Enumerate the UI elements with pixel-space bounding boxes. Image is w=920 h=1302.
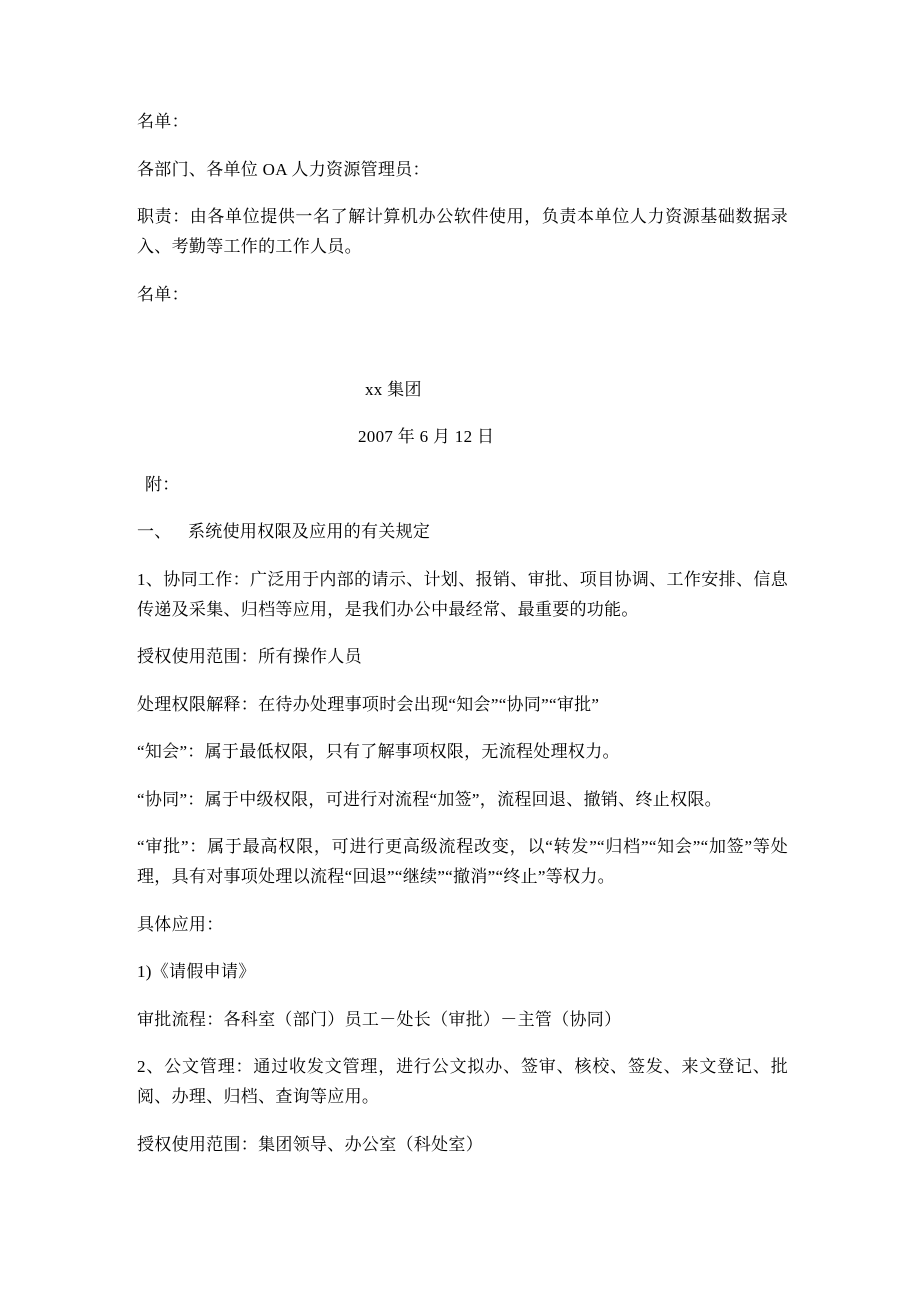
- section-title: 系统使用权限及应用的有关规定: [188, 522, 431, 541]
- permission-explain-line: 处理权限解释：在待办处理事项时会出现“知会”“协同”“审批”: [137, 694, 600, 714]
- perm-shenpi-paragraph: “审批”：属于最高权限，可进行更高级流程改变，以“转发”“归档”“知会”“加签”等处理，具有对事项处理以流程“回退”“继续”“撤消”“终止”等权力。: [137, 837, 788, 886]
- perm-xietong-line: “协同”：属于中级权限，可进行对流程“加签”，流程回退、撤销、终止权限。: [137, 789, 722, 809]
- roster-label-1: 名单：: [137, 112, 189, 131]
- attachment-label: 附：: [145, 474, 180, 494]
- section-heading: [137, 517, 788, 547]
- app1-title: 1)《请假申请》: [137, 962, 256, 981]
- roster-label-2: 名单：: [137, 284, 189, 304]
- auth-scope-2: 授权使用范围：集团领导、办公室（科处室）: [137, 1134, 483, 1154]
- signature-date: 2007 年 6 月 12 日: [358, 427, 495, 446]
- specific-apps-label: 具体应用：: [137, 914, 224, 934]
- item1-collaboration-paragraph: 1、协同工作：广泛用于内部的请示、计划、报销、审批、项目协调、工作安排、信息传递及采集、归档等应用，是我们办公中最经常、最重要的功能。: [137, 569, 788, 619]
- recipients-line: 各部门、各单位 OA 人力资源管理员：: [137, 159, 430, 179]
- approval-flow-line: 审批流程：各科室（部门）员工－处长（审批）－主管（协同）: [137, 1009, 622, 1029]
- signature-company: xx 集团: [365, 379, 422, 399]
- item2-document-mgmt-paragraph: 2、公文管理：通过收发文管理，进行公文拟办、签审、核校、签发、来文登记、批阅、办理、归档、查询等应用。: [137, 1057, 788, 1106]
- duty-paragraph: 职责：由各单位提供一名了解计算机办公软件使用，负责本单位人力资源基础数据录入、考勤等工作的工作人员。: [137, 207, 788, 256]
- auth-scope-1: 授权使用范围：所有操作人员: [137, 647, 362, 666]
- section-number: 一、: [137, 522, 172, 541]
- perm-zhihui-line: “知会”：属于最低权限，只有了解事项权限，无流程处理权力。: [137, 742, 620, 761]
- empty-line: [137, 327, 788, 357]
